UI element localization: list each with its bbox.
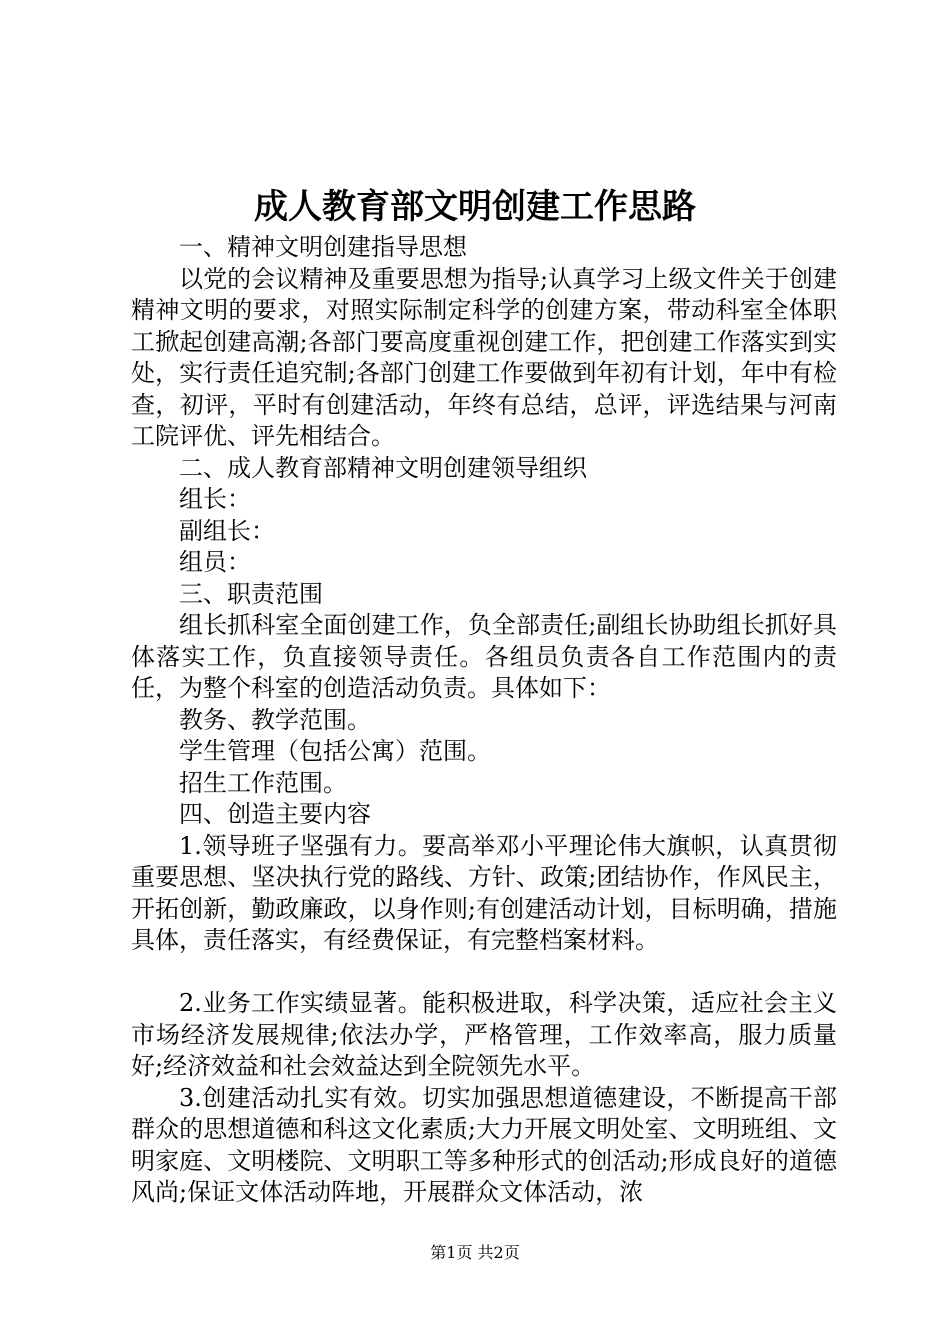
scope-item-student-management: 学生管理（包括公寓）范围。 [179,737,491,765]
scope-item-teaching: 教务、教学范围。 [179,705,371,734]
deputy-leader-line: 副组长： [179,516,275,545]
leader-line: 组长： [179,485,251,513]
member-line: 组员： [179,548,251,576]
scope-item-enrollment: 招生工作范围。 [179,768,347,797]
section-heading-3: 三、职责范围 [179,579,323,608]
paragraph-responsibilities: 组长抓科室全面创建工作，负全部责任;副组长协助组长抓好具体落实工作，负直接领导责任。各组员负责各自工作范围内的责任，为整个科室的创造活动负责。具体如下： [131,611,837,702]
paragraph-guiding-thought: 以党的会议精神及重要思想为指导;认真学习上级文件关于创建精神文明的要求，对照实际制定科学的创建方案，带动科室全体职工掀起创建高潮;各部门要高度重视创建工作，把创建工作落实到实处，实行责任追究制;各部门创建工作要做到年初有计划，年中有检查，初评，平时有创建活动，年终有总结，总评，评选结果与河南工院评优、评先相结合。 [131,264,837,450]
document-title: 成人教育部文明创建工作思路 [254,187,696,227]
section-heading-1: 一、精神文明创建指导思想 [179,233,467,261]
page-footer: 第1页 共2页 [430,1243,520,1262]
content-item-1: 1.领导班子坚强有力。要高举邓小平理论伟大旗帜，认真贯彻重要思想、坚决执行党的路线、方针、政策;团结协作，作风民主，开拓创新，勤政廉政，以身作则;有创建活动计划，目标明确，措施具体，责任落实，有经费保证，有完整档案材料。 [131,831,837,954]
content-item-3: 3.创建活动扎实有效。切实加强思想道德建设，不断提高干部群众的思想道德和科这文化素质;大力开展文明处室、文明班组、文明家庭、文明楼院、文明职工等多种形式的创活动;形成良好的道德风尚;保证文体活动阵地，开展群众文体活动，浓 [131,1083,837,1206]
content-item-2: 2.业务工作实绩显著。能积极进取，科学决策，适应社会主义市场经济发展规律;依法办学，严格管理，工作效率高，服力质量好;经济效益和社会效益达到全院领先水平。 [131,989,837,1080]
section-heading-2: 二、成人教育部精神文明创建领导组织 [179,453,587,482]
section-heading-4: 四、创造主要内容 [179,800,371,828]
document-body [131,232,837,1209]
